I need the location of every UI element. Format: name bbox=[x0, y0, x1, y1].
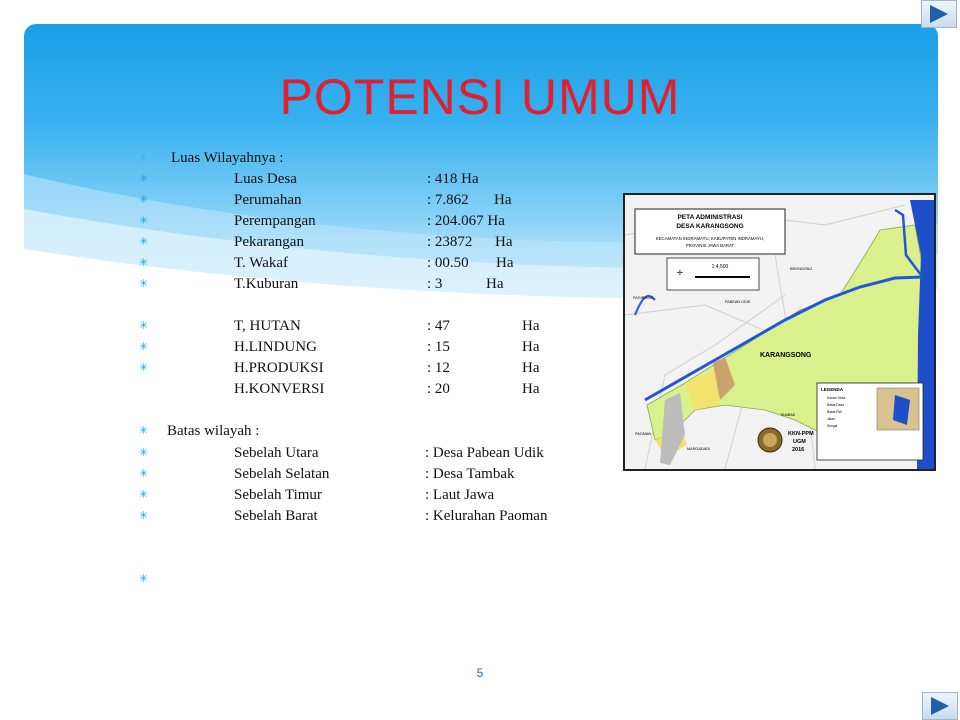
forest-unit: Ha bbox=[522, 381, 540, 397]
map-scale: 1:4,500 bbox=[711, 264, 729, 270]
village-map-image bbox=[623, 193, 936, 471]
bullet-icon: ✳ bbox=[139, 256, 149, 269]
map-legend-item: Kantor Desa bbox=[827, 396, 846, 400]
forest-value: : 15 bbox=[427, 339, 450, 355]
area-unit: Ha bbox=[495, 234, 513, 250]
bullet-icon: ✳ bbox=[139, 277, 149, 290]
slide-title: POTENSI UMUM bbox=[279, 69, 681, 125]
map-title-1: PETA ADMINISTRASI bbox=[677, 214, 743, 221]
bullet-icon: ✳ bbox=[139, 488, 149, 501]
area-unit: Ha bbox=[486, 276, 504, 292]
border-value: : Kelurahan Paoman bbox=[425, 508, 548, 524]
forest-value: : 12 bbox=[427, 360, 450, 376]
map-place-label: TAMBAK bbox=[780, 413, 796, 417]
border-header: Batas wilayah : bbox=[167, 423, 260, 439]
area-label: T.Kuburan bbox=[234, 276, 299, 292]
forest-label: H.KONVERSI bbox=[234, 381, 325, 397]
forest-value: : 47 bbox=[427, 318, 450, 334]
forest-unit: Ha bbox=[522, 339, 540, 355]
bullet-icon: ✳ bbox=[139, 446, 149, 459]
play-triangle-icon bbox=[931, 697, 949, 715]
area-label: Perumahan bbox=[234, 192, 302, 208]
bullet-icon: ✳ bbox=[139, 193, 149, 206]
area-label: Pekarangan bbox=[234, 234, 304, 250]
forest-unit: Ha bbox=[522, 360, 540, 376]
map-legend-item: Jalan bbox=[827, 417, 835, 421]
map-place-label: PAGIRIKAN bbox=[633, 296, 654, 300]
map-place-label: MARGADADI bbox=[687, 447, 710, 451]
map-place-label: BRONDONG bbox=[790, 267, 813, 271]
border-label: Sebelah Selatan bbox=[234, 466, 330, 482]
area-value: : 3 bbox=[427, 276, 443, 292]
bullet-icon: ✳ bbox=[139, 319, 149, 332]
bullet-icon: ✳ bbox=[139, 467, 149, 480]
area-value: : 204.067 Ha bbox=[427, 213, 505, 229]
border-label: Sebelah Timur bbox=[234, 487, 322, 503]
area-unit: Ha bbox=[494, 192, 512, 208]
svg-text:✛: ✛ bbox=[677, 269, 683, 277]
forest-label: H.PRODUKSI bbox=[234, 360, 324, 376]
area-label: Luas Desa bbox=[234, 171, 297, 187]
border-value: : Desa Tambak bbox=[425, 466, 515, 482]
area-value: : 00.50 bbox=[427, 255, 469, 271]
map-subtitle-2: PROVINSI JAWA BARAT bbox=[685, 243, 735, 248]
bullet-icon: ✳ bbox=[139, 424, 149, 437]
map-title-2: DESA KARANGSONG bbox=[676, 223, 744, 230]
area-value: : 418 Ha bbox=[427, 171, 479, 187]
forest-value: : 20 bbox=[427, 381, 450, 397]
bullet-icon: ✳ bbox=[139, 340, 149, 353]
border-label: Sebelah Barat bbox=[234, 508, 318, 524]
map-village-label: KARANGSONG bbox=[760, 352, 812, 359]
area-value: : 7.862 bbox=[427, 192, 469, 208]
forest-label: T, HUTAN bbox=[234, 318, 301, 334]
map-org-3: 2016 bbox=[792, 447, 805, 453]
border-value: : Desa Pabean Udik bbox=[425, 445, 544, 461]
bullet-icon: ✳ bbox=[139, 235, 149, 248]
map-legend-item: Sungai bbox=[827, 424, 838, 428]
bullet-icon: ✳ bbox=[139, 509, 149, 522]
map-legend-item: Batas RW bbox=[827, 410, 842, 414]
bullet-icon: ✳ bbox=[139, 151, 149, 164]
map-subtitle-1: KECAMATAN INDRAMAYU, KABUPATEN INDRAMAYU, bbox=[655, 236, 765, 241]
map-legend-title: LEGENDA bbox=[821, 387, 844, 392]
border-value: : Laut Jawa bbox=[425, 487, 495, 503]
bullet-icon: ✳ bbox=[139, 572, 149, 585]
map-org-1: KKN-PPM bbox=[788, 431, 814, 437]
forest-unit: Ha bbox=[522, 318, 540, 334]
map-legend-item: Batas Desa bbox=[827, 403, 845, 407]
bullet-icon: ✳ bbox=[139, 214, 149, 227]
area-unit: Ha bbox=[496, 255, 514, 271]
area-value: : 23872 bbox=[427, 234, 473, 250]
bullet-icon: ✳ bbox=[139, 361, 149, 374]
forest-label: H.LINDUNG bbox=[234, 339, 317, 355]
map-graphic bbox=[625, 195, 934, 469]
map-place-label: PABEAN UDIK bbox=[725, 300, 751, 304]
border-label: Sebelah Utara bbox=[234, 445, 319, 461]
nav-next-button-bottom[interactable] bbox=[922, 692, 958, 720]
area-label: T. Wakaf bbox=[234, 255, 289, 271]
area-header: Luas Wilayahnya : bbox=[171, 150, 284, 166]
map-org-2: UGM bbox=[793, 439, 806, 445]
page-number: 5 bbox=[476, 666, 484, 680]
area-label: Perempangan bbox=[234, 213, 316, 229]
bullet-icon: ✳ bbox=[139, 172, 149, 185]
map-place-label: PAOMAN bbox=[635, 432, 652, 436]
